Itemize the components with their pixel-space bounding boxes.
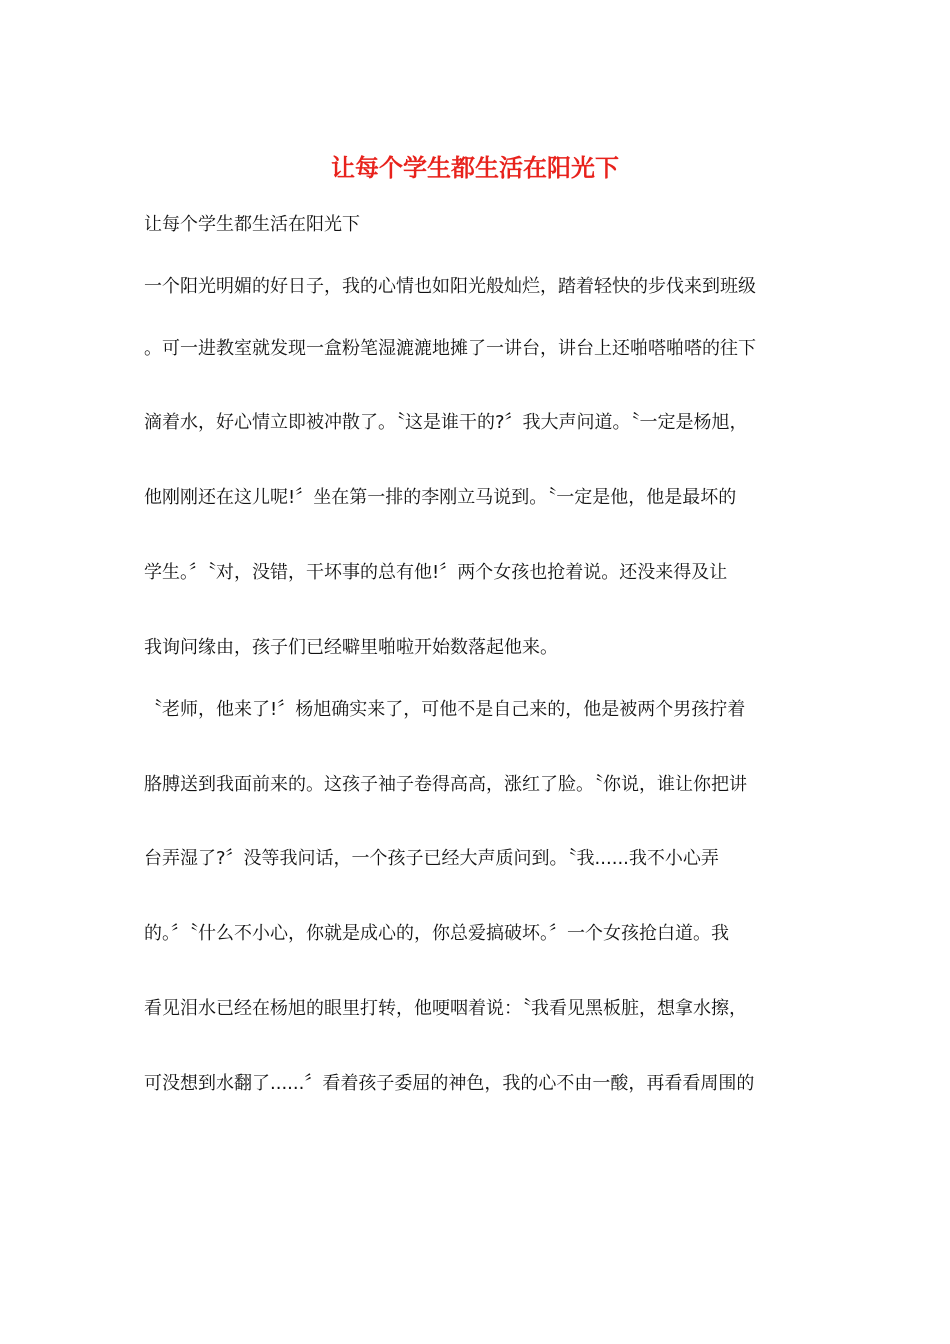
body-line-4: 他刚刚还在这儿呢!〞坐在第一排的李刚立马说到。〝一定是他，他是最坏的 <box>144 487 737 508</box>
body-line-8: 胳膊送到我面前来的。这孩子袖子卷得高高，涨红了脸。〝你说，谁让你把讲 <box>144 774 747 795</box>
body-line-12: 可没想到水翻了......〞看着孩子委屈的神色，我的心不由一酸，再看看周围的 <box>144 1073 755 1094</box>
body-line-9: 台弄湿了?〞没等我问话，一个孩子已经大声质问到。〝我......我不小心弄 <box>144 848 719 869</box>
document-title: 让每个学生都生活在阳光下 <box>331 153 619 182</box>
document-subtitle: 让每个学生都生活在阳光下 <box>144 214 360 235</box>
body-line-6: 我询问缘由，孩子们已经噼里啪啦开始数落起他来。 <box>144 637 558 658</box>
body-line-11: 看见泪水已经在杨旭的眼里打转，他哽咽着说：〝我看见黑板脏，想拿水擦， <box>144 998 747 1019</box>
body-line-3: 滴着水，好心情立即被冲散了。〝这是谁干的?〞我大声问道。〝一定是杨旭， <box>144 412 748 433</box>
body-line-1: 一个阳光明媚的好日子，我的心情也如阳光般灿烂，踏着轻快的步伐来到班级 <box>144 276 756 297</box>
body-line-7: 〝老师，他来了!〞杨旭确实来了，可他不是自己来的，他是被两个男孩拧着 <box>144 699 746 720</box>
body-line-10: 的。〞〝什么不小心，你就是成心的，你总爱搞破坏。〞一个女孩抢白道。我 <box>144 923 729 944</box>
body-line-5: 学生。〞〝对，没错，干坏事的总有他!〞两个女孩也抢着说。还没来得及让 <box>144 562 728 583</box>
body-line-2: 。可一进教室就发现一盒粉笔湿漉漉地摊了一讲台，讲台上还啪嗒啪嗒的往下 <box>144 338 756 359</box>
